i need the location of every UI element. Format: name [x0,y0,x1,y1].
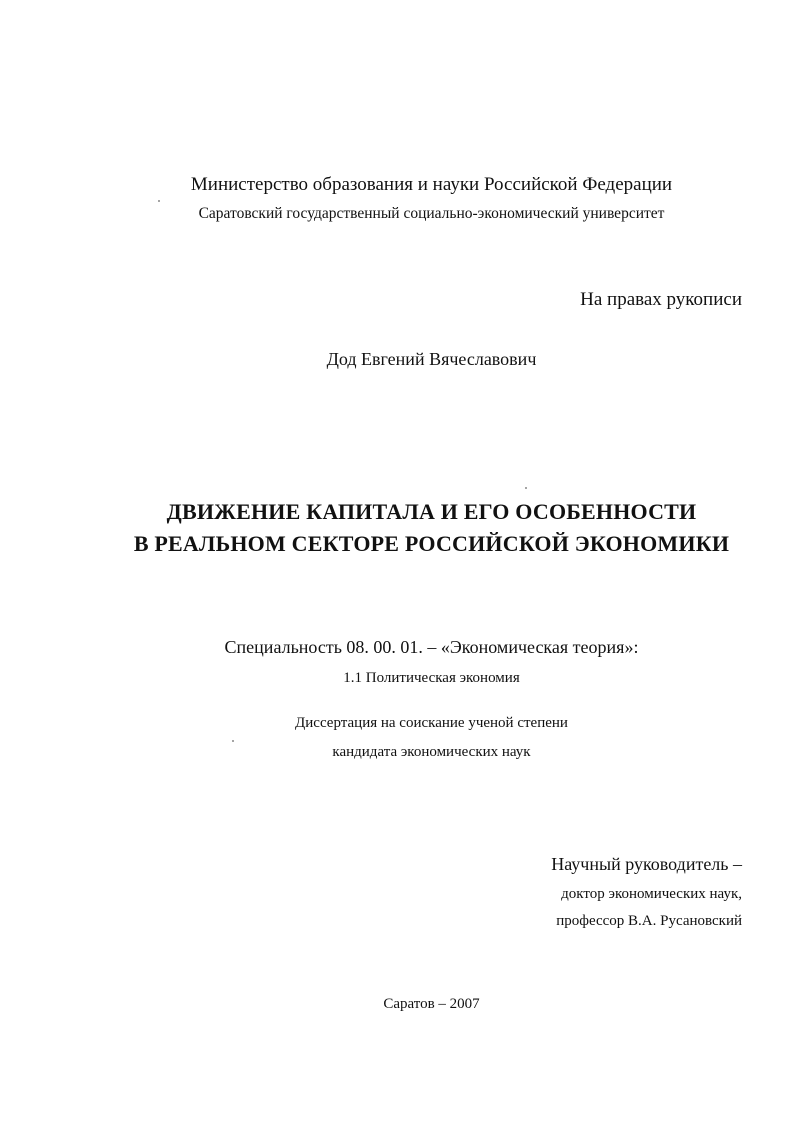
city-year: Саратов – 2007 [383,996,480,1012]
supervisor-name: профессор В.А. Русановский [556,913,742,929]
degree-line-1: Диссертация на соискание ученой степени [295,715,568,731]
degree-line-2: кандидата экономических наук [332,744,531,760]
scan-speck [158,200,160,202]
scan-speck [525,487,527,489]
dissertation-title-line-1: ДВИЖЕНИЕ КАПИТАЛА И ЕГО ОСОБЕННОСТИ [166,499,697,524]
ministry-name: Министерство образования и науки Российской Федерации [190,174,673,195]
author-name: Дод Евгений Вячеславович [326,349,537,369]
scan-speck [232,740,234,742]
rights-note: На правах рукописи [580,289,742,310]
supervisor-degree: доктор экономических наук, [561,886,742,902]
subspecialty-line: 1.1 Политическая экономия [343,670,520,686]
supervisor-title: Научный руководитель – [551,854,742,874]
university-name: Саратовский государственный социально-экономический университет [198,205,665,222]
specialty-line: Специальность 08. 00. 01. – «Экономическая теория»: [224,637,639,657]
dissertation-title-line-2: В РЕАЛЬНОМ СЕКТОРЕ РОССИЙСКОЙ ЭКОНОМИКИ [133,531,730,556]
